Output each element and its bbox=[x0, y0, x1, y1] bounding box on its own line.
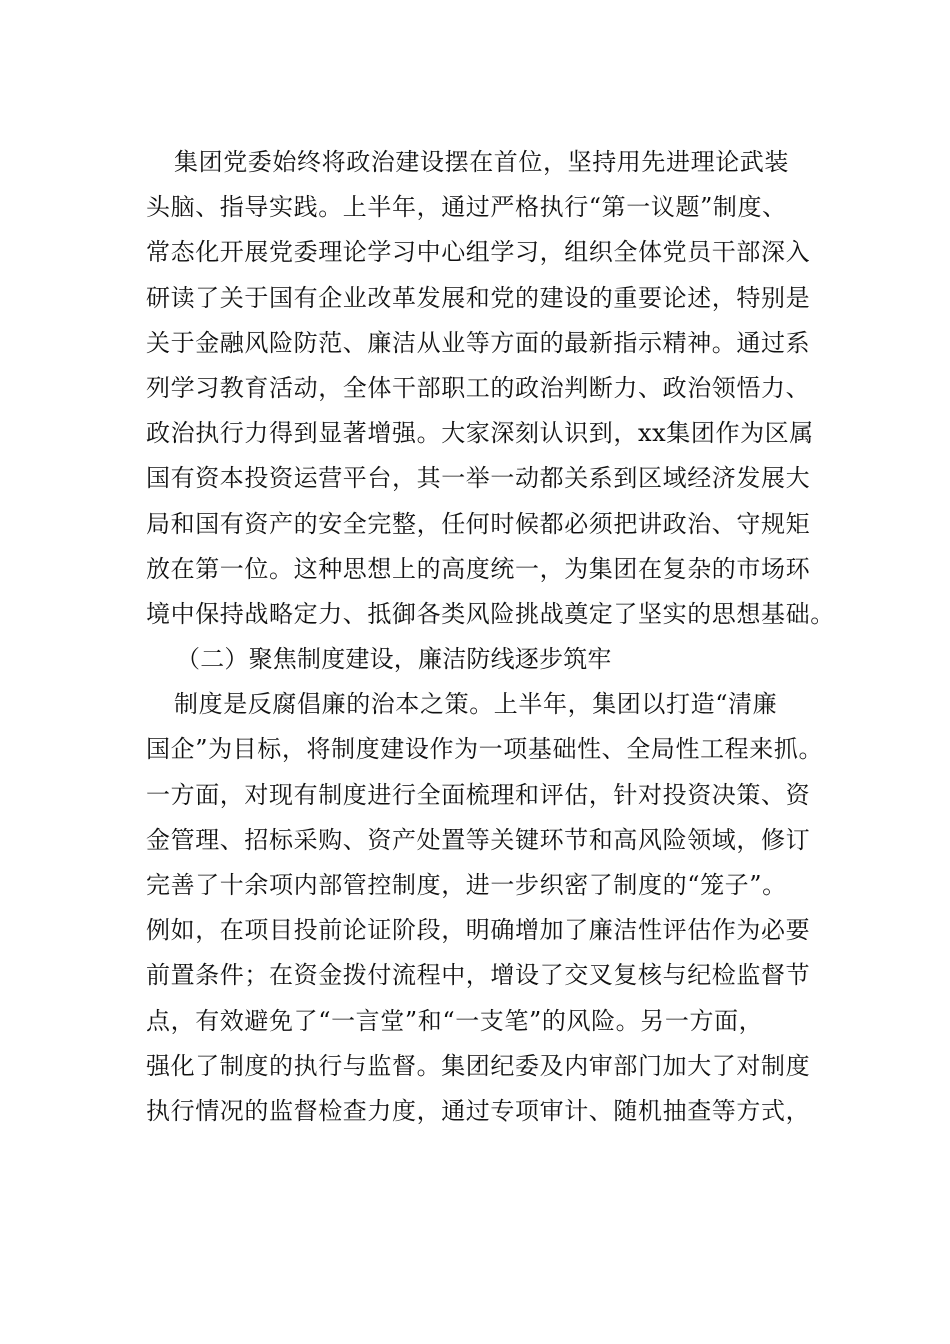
paragraph-line: 常态化开展党委理论学习中心组学习，组织全体党员干部深入 bbox=[146, 238, 811, 267]
paragraph-line: 前置条件；在资金拨付流程中，增设了交叉复核与纪检监督节 bbox=[146, 961, 811, 990]
paragraph-line: 执行情况的监督检查力度，通过专项审计、随机抽查等方式， bbox=[146, 1096, 811, 1125]
paragraph-line: 研读了关于国有企业改革发展和党的建设的重要论述，特别是 bbox=[146, 283, 811, 312]
paragraph-line: 放在第一位。这种思想上的高度统一，为集团在复杂的市场环 bbox=[146, 554, 811, 583]
paragraph-line: 关于金融风险防范、廉洁从业等方面的最新指示精神。通过系 bbox=[146, 328, 811, 357]
paragraph-line: 列学习教育活动，全体干部职工的政治判断力、政治领悟力、 bbox=[146, 373, 811, 402]
paragraph-line: 集团党委始终将政治建设摆在首位，坚持用先进理论武装 bbox=[174, 148, 789, 176]
paragraph-line: 政治执行力得到显著增强。大家深刻认识到，xx集团作为区属 bbox=[146, 419, 814, 448]
paragraph-line: 点，有效避免了“一言堂”和“一支笔”的风险。另一方面， bbox=[146, 1006, 764, 1035]
paragraph-line: 国有资本投资运营平台，其一举一动都关系到区域经济发展大 bbox=[146, 464, 811, 493]
paragraph-line: 境中保持战略定力、抵御各类风险挑战奠定了坚实的思想基础。 bbox=[146, 599, 835, 628]
paragraph-line: 头脑、指导实践。上半年，通过严格执行“第一议题”制度、 bbox=[146, 193, 787, 222]
paragraph-line: 一方面，对现有制度进行全面梳理和评估，针对投资决策、资 bbox=[146, 780, 811, 809]
paragraph-line: 局和国有资产的安全完整，任何时候都必须把讲政治、守规矩 bbox=[146, 509, 811, 538]
paragraph-line: 例如，在项目投前论证阶段，明确增加了廉洁性评估作为必要 bbox=[146, 916, 811, 945]
body-text bbox=[146, 140, 836, 1134]
section-heading: （二）聚焦制度建设，廉洁防线逐步筑牢 bbox=[176, 645, 612, 674]
paragraph-line: 强化了制度的执行与监督。集团纪委及内审部门加大了对制度 bbox=[146, 1051, 811, 1080]
paragraph-line: 制度是反腐倡廉的治本之策。上半年，集团以打造“清廉 bbox=[174, 690, 778, 719]
paragraph-line: 金管理、招标采购、资产处置等关键环节和高风险领域，修订 bbox=[146, 825, 811, 854]
paragraph-line: 国企”为目标，将制度建设作为一项基础性、全局性工程来抓。 bbox=[146, 735, 824, 764]
paragraph-line: 完善了十余项内部管控制度，进一步织密了制度的“笼子”。 bbox=[146, 871, 787, 899]
